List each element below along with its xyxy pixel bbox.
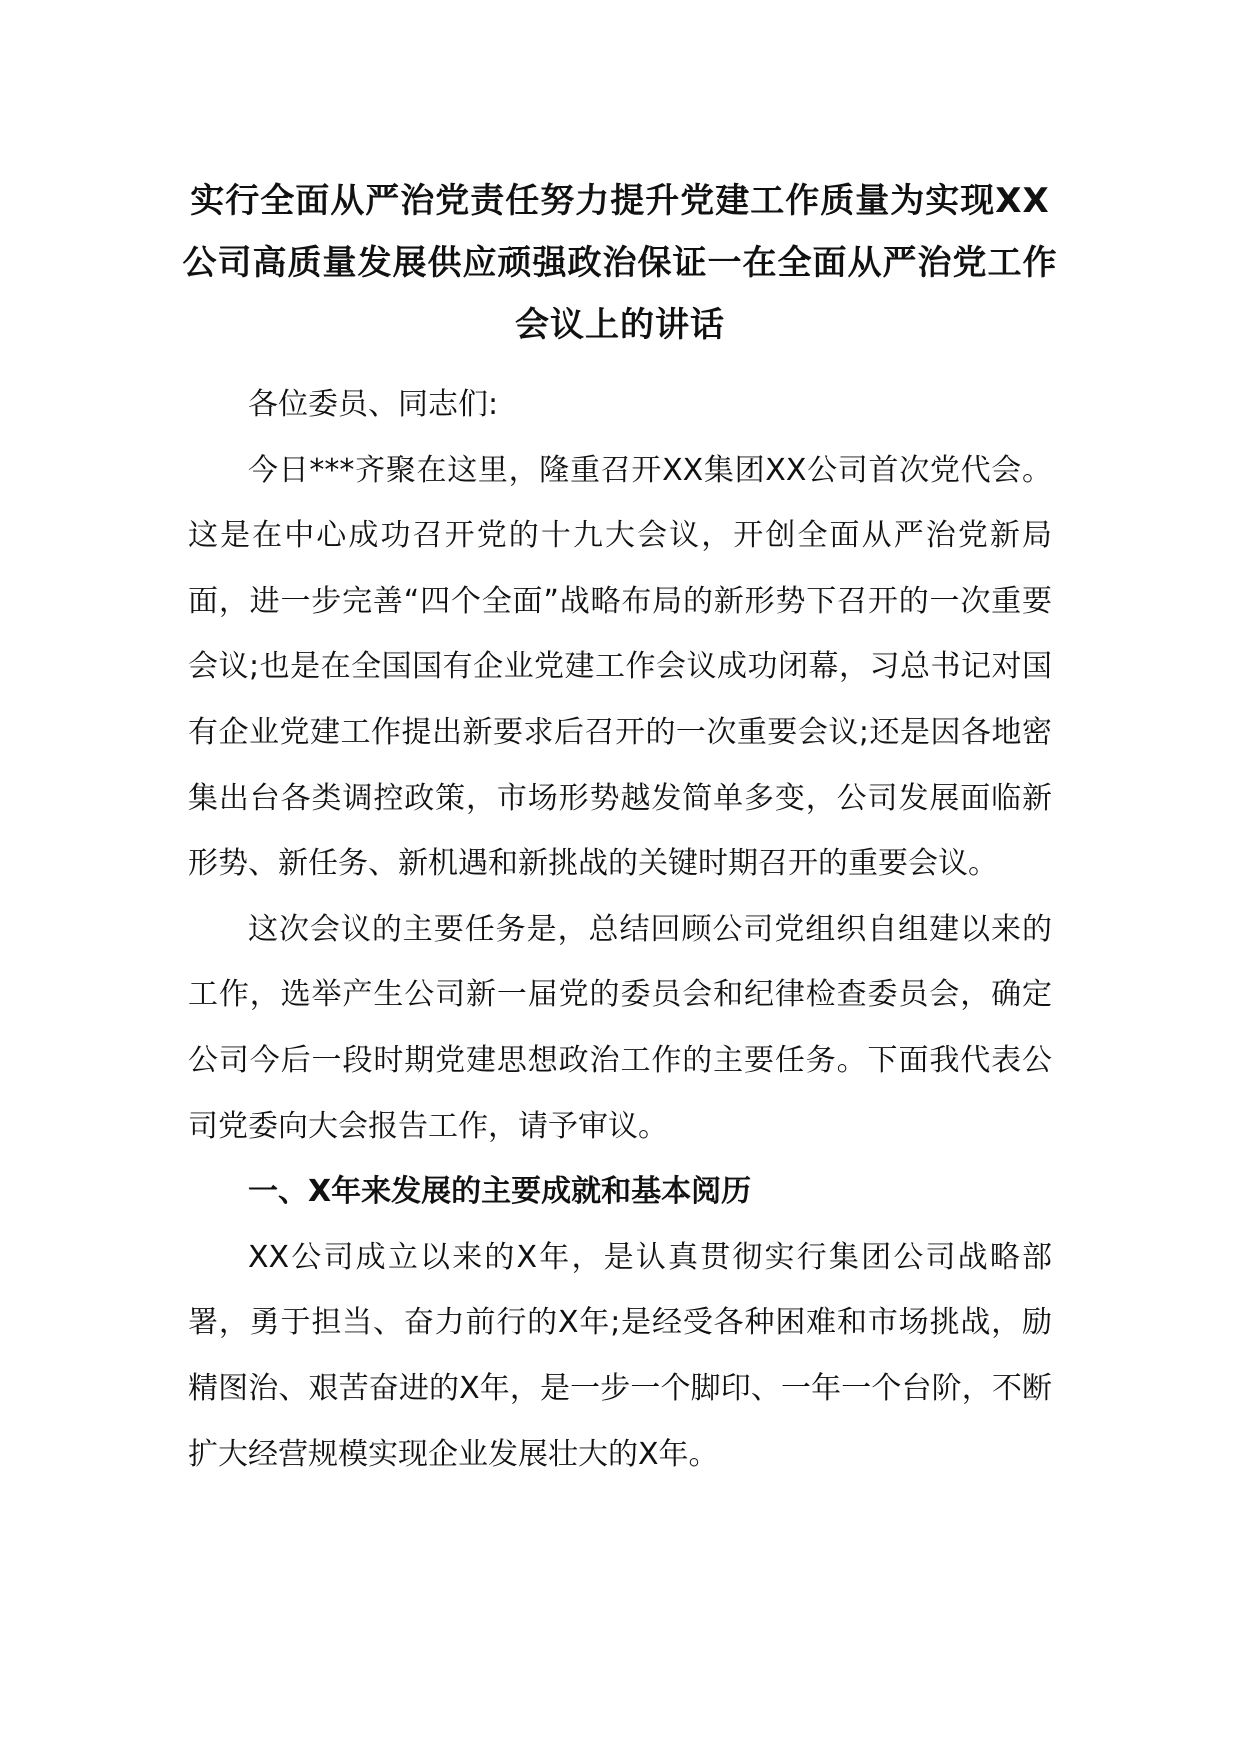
paragraph-1: 今日***齐聚在这里，隆重召开XX集团XX公司首次党代会。这是在中心成功召开党的十九大会议，开创全面从严治党新局面，进一步完善“四个全面”战略布局的新形势下召开的一次重要会议;也是在全国国有企业党建工作会议成功闭幕，习总书记对国有企业党建工作提出新要求后召开的一次重要会议;还是因各地密集出台各类调控政策，市场形势越发简单多变，公司发展面临新形势、新任务、新机遇和新挑战的关键时期召开的重要会议。 — [188, 452, 1052, 882]
section-heading-1: 一、X年来发展的主要成就和基本阅历 — [248, 1174, 752, 1210]
salutation: 各位委员、同志们: — [248, 387, 499, 422]
paragraph-2: 这次会议的主要任务是，总结回顾公司党组织自组建以来的工作，选举产生公司新一届党的委员会和纪律检查委员会，确定公司今后一段时期党建思想政治工作的主要任务。下面我代表公司党委向大会报告工作，请予审议。 — [188, 911, 1052, 1144]
document-title: 实行全面从严治党责任努力提升党建工作质量为实现XX公司高质量发展供应顽强政治保证一在全面从严治党工作会议上的讲话 — [182, 181, 1058, 345]
section-1-paragraph-1: XX公司成立以来的X年，是认真贯彻实行集团公司战略部署，勇于担当、奋力前行的X年;是经受各种困难和市场挑战，励精图治、艰苦奋进的X年，是一步一个脚印、一年一个台阶，不断扩大经营规模实现企业发展壮大的X年。 — [188, 1239, 1052, 1472]
document-body — [188, 372, 1052, 1487]
